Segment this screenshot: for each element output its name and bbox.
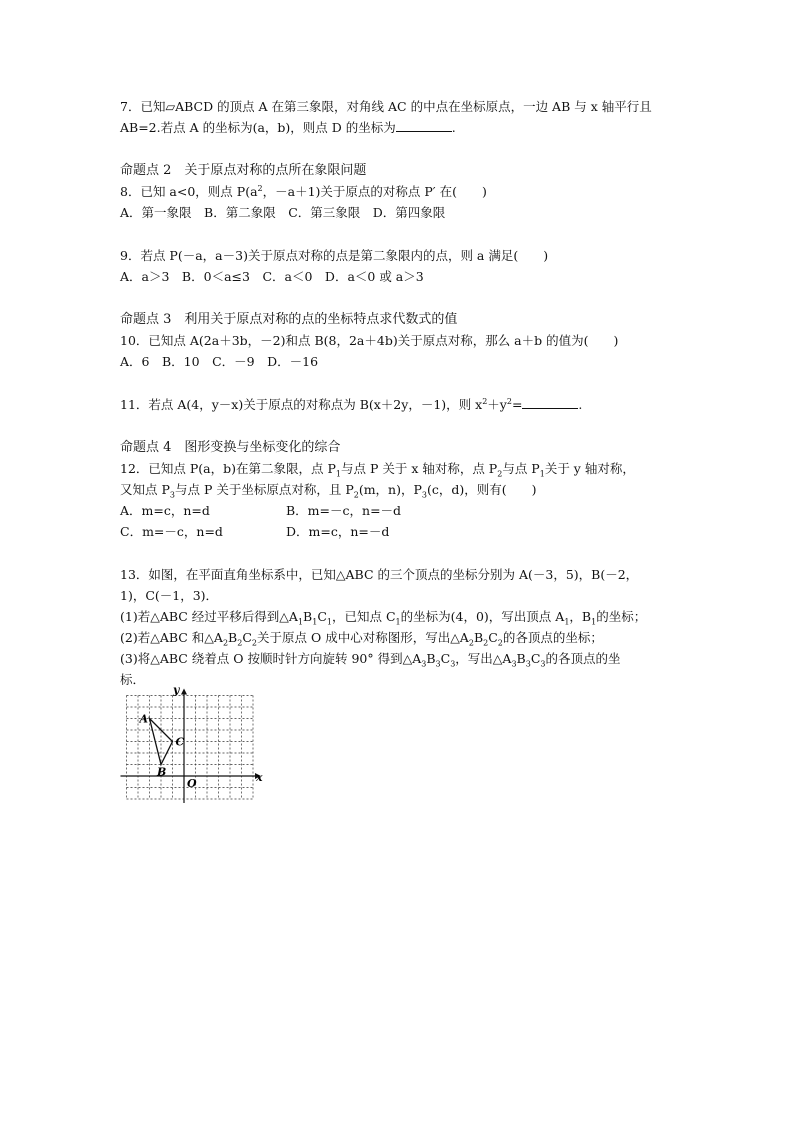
label-y: y [173, 683, 180, 697]
q11-stem: 11．若点 A(4，y－x)关于原点的对称点为 B(x＋2y，－1)，则 $x^2+y^2=$ . [120, 396, 583, 412]
q13-part2: (2)若△ABC 和$\triangle A_2B_2C_2$关于原点 O 成中心对称图形，写出$\triangle A_2B_2C_2$的各顶点的坐标； [120, 630, 603, 648]
q12-options-row1 [120, 500, 680, 521]
q10-stem: 10．已知点 A(2a＋3b，－2)和点 B(8，2a＋4b)关于原点对称，那么 a＋b 的值为( ) [120, 333, 619, 348]
q13-part3-end: 标． [120, 672, 146, 687]
q9-stem: 9．若点 P(－a，a－3)关于原点对称的点是第二象限内的点，则 a 满足( ) [120, 248, 549, 263]
q12-option-a: A．m=c，n=d [120, 503, 210, 518]
label-x: x [256, 771, 263, 784]
worksheet [120, 96, 680, 690]
q7-line2: AB=2.若点 A 的坐标为(a，b)，则点 D 的坐标为 . [120, 120, 456, 135]
label-c: C [175, 735, 185, 749]
q12-option-b: B．m=－c，n=－d [286, 503, 402, 518]
y-axis-arrow [181, 689, 187, 695]
label-b: B [157, 765, 167, 779]
section3-heading: 命题点 3 利用关于原点对称的点的坐标特点求代数式的值 [120, 312, 458, 327]
q13-part3: (3)将△ABC 绕着点 O 按顺时针方向旋转 90° 得到$\triangle A_3B_3C_3$，写出$\triangle A_3B_3C_3$的各顶点的坐 [120, 651, 621, 669]
q8-stem: 8．已知 a<0，则点 $P(a^2$，－a＋1)关于原点的对称点 P′ 在( ) [120, 183, 487, 199]
q7-answer-blank[interactable] [396, 119, 452, 132]
q12-options-row2 [120, 521, 680, 542]
coordinate-grid-svg [120, 683, 263, 819]
label-origin: O [187, 777, 197, 790]
section4-heading: 命题点 4 图形变换与坐标变化的综合 [120, 440, 341, 455]
q9-options: A．a＞3 B．0＜a≤3 C．a＜0 D．a＜0 或 a＞3 [120, 269, 424, 284]
q11-answer-blank[interactable] [522, 396, 578, 409]
q13-line2: 1)，C(－1，3)． [120, 588, 219, 603]
q8-options: A．第一象限 B．第二象限 C．第三象限 D．第四象限 [120, 205, 446, 220]
q7-line1: 7．已知▱ABCD 的顶点 A 在第三象限，对角线 AC 的中点在坐标原点，一边 AB 与 x 轴平行且 [120, 99, 652, 114]
q13-part1: (1)若△ABC 经过平移后得到$\triangle A_1B_1C_1$，已知点 $C_1$的坐标为(4，0)，写出顶点 $A_1$，$B_1$的坐标； [120, 609, 647, 627]
q12-line1: 12．已知点 P(a，b)在第二象限，点 $P_1$与点 P 关于 x 轴对称，点 $P_2$与点 $P_1$关于 y 轴对称， [120, 461, 635, 479]
q12-option-d: D．m=c，n=－d [286, 524, 390, 539]
q12-option-c: C．m=－c，n=d [120, 524, 223, 539]
q10-options: A．6 B．10 C．－9 D．－16 [120, 354, 319, 369]
q13-line1: 13．如图，在平面直角坐标系中，已知△ABC 的三个顶点的坐标分别为 A(－3，5)，B(－2， [120, 567, 639, 582]
label-a: A [139, 712, 149, 726]
section2-heading: 命题点 2 关于原点对称的点所在象限问题 [120, 163, 367, 178]
coordinate-figure [120, 683, 263, 819]
q12-line2: 又知点 $P_3$与点 P 关于坐标原点对称，且 $P_2(m$，n)，$P_3(c$，d)，则有( ) [120, 482, 537, 500]
